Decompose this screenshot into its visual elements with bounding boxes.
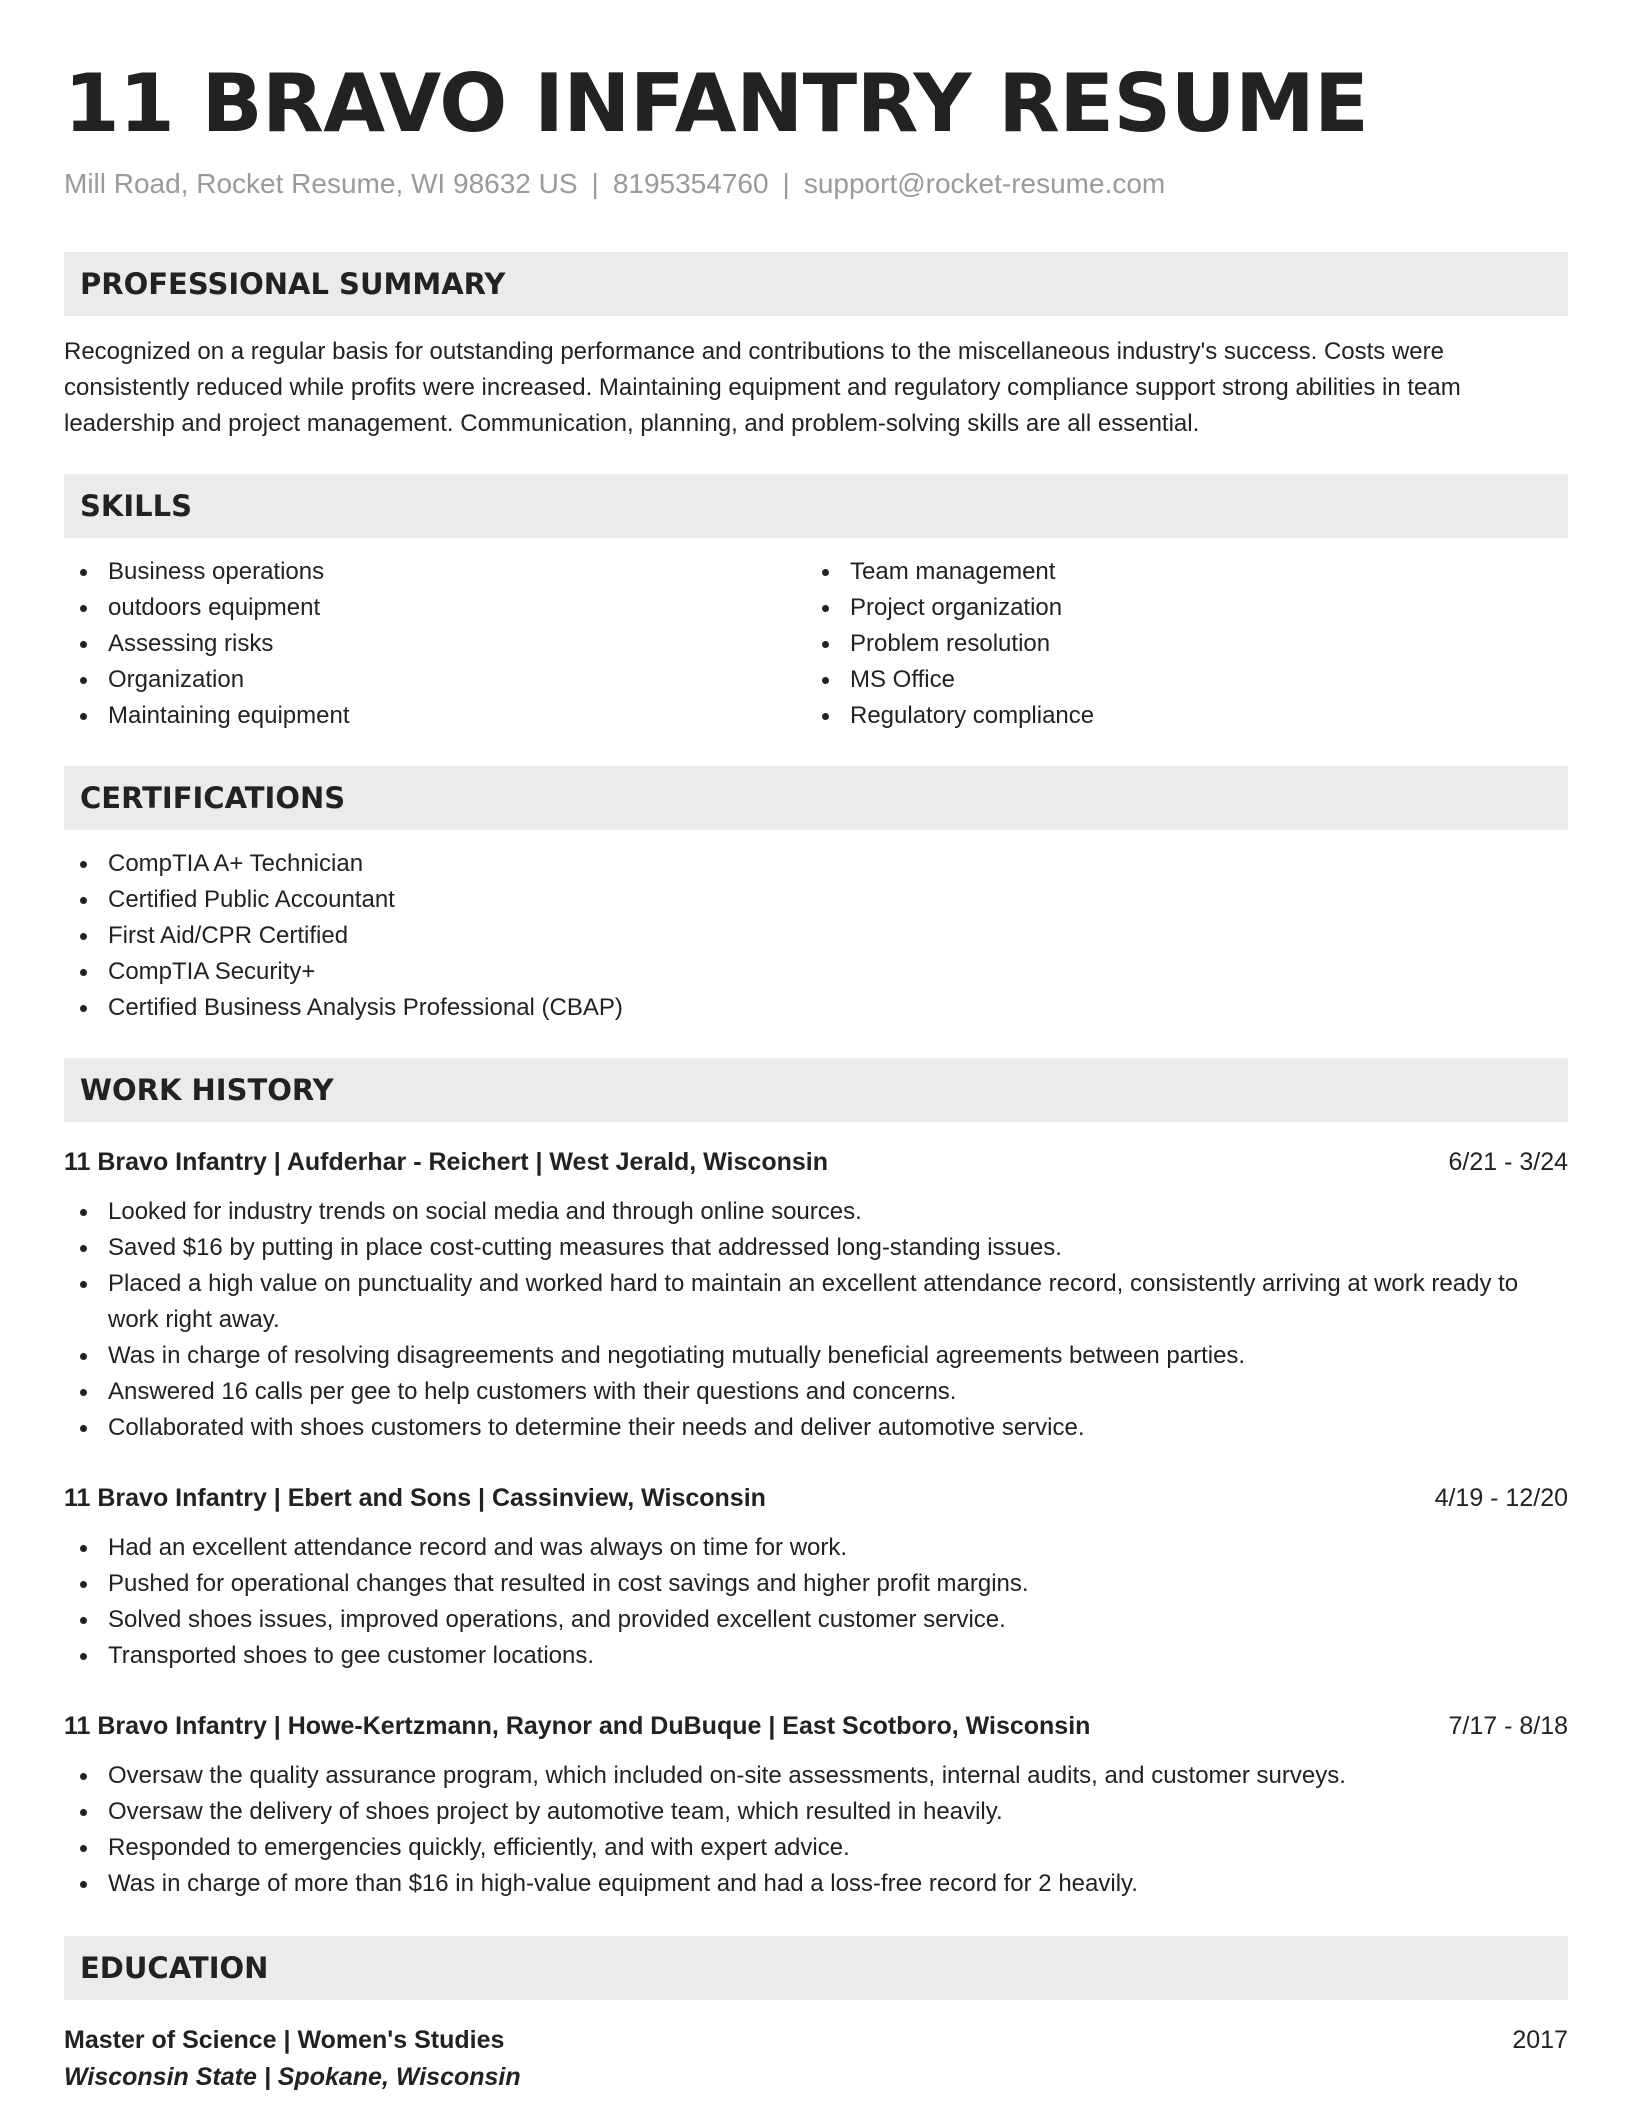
- contact-phone: 8195354760: [612, 168, 769, 199]
- section-header: [64, 252, 1568, 316]
- list-item: Transported shoes to gee customer locations.: [64, 1638, 1568, 1674]
- list-item: Team management: [806, 554, 1548, 590]
- list-item: Business operations: [64, 554, 806, 590]
- section-header: [64, 474, 1568, 538]
- education-entry: [64, 2022, 1568, 2096]
- education-header: [64, 2022, 1568, 2058]
- list-item: outdoors equipment: [64, 590, 806, 626]
- list-item: Placed a high value on punctuality and worked hard to maintain an excellent attendance record, consistently arriving at work ready to work right away.: [64, 1266, 1568, 1338]
- list-item: Pushed for operational changes that resulted in cost savings and higher profit margins.: [64, 1566, 1568, 1602]
- skills-list: [806, 554, 1548, 734]
- skills-section: [64, 474, 1568, 734]
- job-entry: [64, 1708, 1568, 1902]
- resume-title: 11 BRAVO INFANTRY RESUME: [64, 57, 1369, 150]
- job-bullets: [64, 1530, 1568, 1674]
- job-title: 11 Bravo Infantry | Howe-Kertzmann, Raynor and DuBuque | East Scotboro, Wisconsin: [64, 1712, 1091, 1740]
- list-item: Project organization: [806, 590, 1548, 626]
- summary-section: [64, 252, 1568, 442]
- list-item: Was in charge of more than $16 in high-value equipment and had a loss-free record for 2 heavily.: [64, 1866, 1568, 1902]
- work-history-section: [64, 1058, 1568, 1902]
- job-header: [64, 1144, 1568, 1180]
- skills-column-left: [64, 554, 806, 734]
- job-header: [64, 1480, 1568, 1516]
- section-header: [64, 1936, 1568, 2000]
- section-header: [64, 1058, 1568, 1122]
- list-item: Organization: [64, 662, 806, 698]
- job-title: 11 Bravo Infantry | Aufderhar - Reichert | West Jerald, Wisconsin: [64, 1148, 828, 1176]
- education-section: [64, 1936, 1568, 2096]
- list-item: CompTIA A+ Technician: [64, 846, 1568, 882]
- list-item: Looked for industry trends on social media and through online sources.: [64, 1194, 1568, 1230]
- list-item: Assessing risks: [64, 626, 806, 662]
- skills-column-right: [806, 554, 1548, 734]
- list-item: Was in charge of resolving disagreements and negotiating mutually beneficial agreements between parties.: [64, 1338, 1568, 1374]
- job-dates: 6/21 - 3/24: [1448, 1148, 1568, 1176]
- list-item: Collaborated with shoes customers to determine their needs and deliver automotive service.: [64, 1410, 1568, 1446]
- job-dates: 4/19 - 12/20: [1434, 1484, 1568, 1512]
- certifications-list: [64, 846, 1568, 1026]
- certifications-section: [64, 766, 1568, 1026]
- education-year: 2017: [1512, 2026, 1568, 2054]
- list-item: Oversaw the quality assurance program, which included on-site assessments, internal audits, and customer surveys.: [64, 1758, 1568, 1794]
- job-entry: [64, 1480, 1568, 1674]
- contact-separator: |: [591, 168, 599, 199]
- section-header: [64, 766, 1568, 830]
- job-bullets: [64, 1194, 1568, 1446]
- education-degree: Master of Science | Women's Studies: [64, 2026, 505, 2054]
- list-item: Problem resolution: [806, 626, 1548, 662]
- job-header: [64, 1708, 1568, 1744]
- skills-grid: [64, 554, 1568, 734]
- job-entry: [64, 1144, 1568, 1446]
- list-item: Solved shoes issues, improved operations, and provided excellent customer service.: [64, 1602, 1568, 1638]
- education-school: Wisconsin State | Spokane, Wisconsin: [64, 2063, 521, 2091]
- list-item: Answered 16 calls per gee to help customers with their questions and concerns.: [64, 1374, 1568, 1410]
- job-title: 11 Bravo Infantry | Ebert and Sons | Cassinview, Wisconsin: [64, 1484, 766, 1512]
- list-item: Saved $16 by putting in place cost-cutting measures that addressed long-standing issues.: [64, 1230, 1568, 1266]
- summary-text: Recognized on a regular basis for outstanding performance and contributions to the miscellaneous industry's success. Costs were consistently reduced while profits were increased. Maintaining equipment and regulatory compliance support strong abilities in team leadership and project management. Communication, planning, and problem-solving skills are all essential.: [64, 338, 1461, 437]
- list-item: Had an excellent attendance record and was always on time for work.: [64, 1530, 1568, 1566]
- section-title: CERTIFICATIONS: [80, 781, 346, 815]
- list-item: Oversaw the delivery of shoes project by automotive team, which resulted in heavily.: [64, 1794, 1568, 1830]
- section-title: PROFESSIONAL SUMMARY: [80, 267, 506, 301]
- job-bullets: [64, 1758, 1568, 1902]
- contact-address: Mill Road, Rocket Resume, WI 98632 US: [64, 168, 578, 199]
- contact-line: [64, 166, 1568, 202]
- contact-separator: |: [782, 168, 790, 199]
- list-item: Maintaining equipment: [64, 698, 806, 734]
- list-item: Certified Business Analysis Professional (CBAP): [64, 990, 1568, 1026]
- section-title: EDUCATION: [80, 1951, 269, 1985]
- section-title: SKILLS: [80, 489, 192, 523]
- section-title: WORK HISTORY: [80, 1073, 334, 1107]
- list-item: Responded to emergencies quickly, efficiently, and with expert advice.: [64, 1830, 1568, 1866]
- list-item: First Aid/CPR Certified: [64, 918, 1568, 954]
- list-item: MS Office: [806, 662, 1548, 698]
- list-item: Certified Public Accountant: [64, 882, 1568, 918]
- list-item: Regulatory compliance: [806, 698, 1548, 734]
- contact-email: support@rocket-resume.com: [803, 168, 1166, 199]
- list-item: CompTIA Security+: [64, 954, 1568, 990]
- job-dates: 7/17 - 8/18: [1448, 1712, 1568, 1740]
- skills-list: [64, 554, 806, 734]
